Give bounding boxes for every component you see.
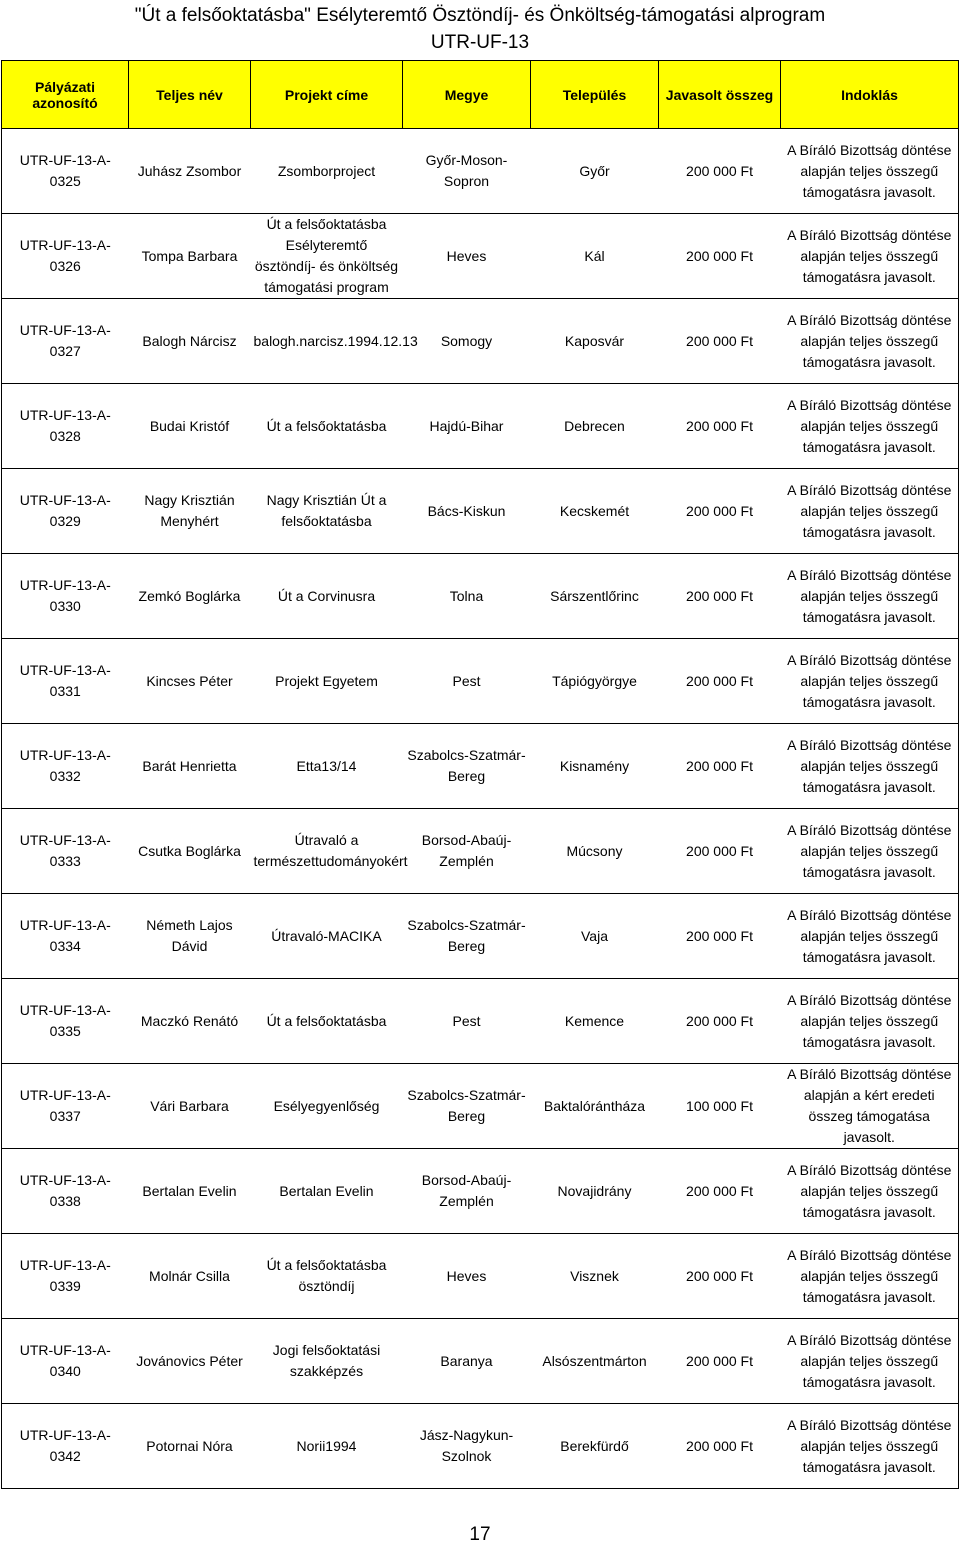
cell-amount-text: 200 000 Ft (686, 1352, 753, 1369)
cell-name-text: Molnár Csilla (149, 1267, 230, 1284)
cell-reason (781, 1319, 959, 1404)
cell-reason-text: A Bíráló Bizottság döntése alapján teljes összegű támogatásra javasolt. (787, 566, 952, 625)
cell-reason (781, 894, 959, 979)
cell-town-text: Berekfürdő (560, 1437, 629, 1454)
cell-id (2, 639, 129, 724)
cell-name (129, 894, 251, 979)
cell-county-text: Borsod-Abaúj-Zemplén (421, 1172, 512, 1209)
cell-amount (659, 299, 781, 384)
cell-county (403, 469, 531, 554)
cell-name (129, 1404, 251, 1489)
cell-project (251, 809, 408, 894)
cell-reason (781, 214, 959, 299)
cell-amount-text: 200 000 Ft (686, 757, 753, 774)
cell-reason-text: A Bíráló Bizottság döntése alapján teljes összegű támogatásra javasolt. (787, 906, 952, 965)
cell-project (251, 1234, 403, 1319)
cell-county (403, 299, 531, 384)
cell-project (251, 299, 418, 384)
cell-county (403, 979, 531, 1064)
cell-town (531, 1234, 659, 1319)
cell-id (2, 299, 129, 384)
cell-id-text: UTR-UF-13-A-0333 (19, 832, 111, 869)
cell-town (531, 979, 659, 1064)
cell-id (2, 129, 129, 214)
cell-id (2, 1319, 129, 1404)
cell-town-text: Debrecen (564, 417, 625, 434)
cell-project (251, 129, 403, 214)
cell-town (531, 809, 659, 894)
document-title (0, 2, 960, 56)
cell-town (531, 469, 659, 554)
cell-town (531, 384, 659, 469)
cell-town (531, 129, 659, 214)
cell-county (403, 724, 531, 809)
cell-id-text: UTR-UF-13-A-0339 (19, 1257, 111, 1294)
cell-id-text: UTR-UF-13-A-0340 (19, 1342, 111, 1379)
cell-project-text: Bertalan Evelin (279, 1182, 374, 1199)
cell-county (403, 1064, 531, 1149)
cell-amount (659, 1064, 781, 1149)
cell-reason (781, 724, 959, 809)
cell-name-text: Tompa Barbara (141, 247, 238, 264)
cell-amount (659, 724, 781, 809)
cell-name-text: Bertalan Evelin (142, 1182, 237, 1199)
cell-name-text: Németh Lajos Dávid (146, 917, 233, 954)
col-header-reason: Indoklás (781, 61, 959, 129)
col-header-town: Település (531, 61, 659, 129)
cell-amount (659, 1149, 781, 1234)
cell-amount (659, 384, 781, 469)
cell-amount (659, 809, 781, 894)
table-row (2, 1064, 959, 1149)
cell-reason (781, 384, 959, 469)
cell-id-text: UTR-UF-13-A-0325 (19, 152, 111, 189)
cell-county-text: Jász-Nagykun-Szolnok (419, 1427, 514, 1464)
cell-reason-text: A Bíráló Bizottság döntése alapján teljes összegű támogatásra javasolt. (787, 1331, 952, 1390)
cell-amount (659, 1319, 781, 1404)
cell-county (403, 809, 531, 894)
cell-id-text: UTR-UF-13-A-0337 (19, 1087, 111, 1124)
cell-town (531, 639, 659, 724)
cell-town (531, 554, 659, 639)
cell-id (2, 894, 129, 979)
cell-reason-text: A Bíráló Bizottság döntése alapján teljes összegű támogatásra javasolt. (787, 991, 952, 1050)
cell-project (251, 894, 403, 979)
cell-amount (659, 639, 781, 724)
cell-reason (781, 1404, 959, 1489)
cell-reason-text: A Bíráló Bizottság döntése alapján teljes összegű támogatásra javasolt. (787, 226, 952, 285)
table-row (2, 554, 959, 639)
table-row (2, 809, 959, 894)
cell-county-text: Szabolcs-Szatmár-Bereg (407, 917, 526, 954)
cell-town-text: Novajidrány (557, 1182, 632, 1199)
cell-name-text: Maczkó Renátó (140, 1012, 239, 1029)
cell-amount (659, 214, 781, 299)
cell-town-text: Visznek (570, 1267, 619, 1284)
table-row (2, 1404, 959, 1489)
cell-name (129, 1064, 251, 1149)
cell-id-text: UTR-UF-13-A-0326 (19, 237, 111, 274)
cell-name-text: Potornai Nóra (146, 1437, 233, 1454)
col-header-project: Projekt címe (251, 61, 403, 129)
cell-name-text: Kincses Péter (146, 672, 233, 689)
table-row (2, 979, 959, 1064)
cell-reason (781, 554, 959, 639)
cell-amount (659, 129, 781, 214)
cell-name (129, 724, 251, 809)
cell-town-text: Győr (579, 162, 610, 179)
cell-county (403, 1149, 531, 1234)
cell-project-text: Út a Corvinusra (277, 587, 376, 604)
cell-town-text: Múcsony (566, 842, 623, 859)
cell-county-text: Hajdú-Bihar (429, 417, 504, 434)
cell-reason (781, 469, 959, 554)
cell-reason-text: A Bíráló Bizottság döntése alapján teljes összegű támogatásra javasolt. (787, 396, 952, 455)
cell-project-text: Zsomborproject (277, 162, 376, 179)
cell-county-text: Heves (446, 247, 487, 264)
cell-project (251, 469, 403, 554)
page-number: 17 (469, 1524, 491, 1545)
cell-name (129, 1319, 251, 1404)
cell-project (251, 554, 403, 639)
cell-town-text: Kaposvár (564, 332, 625, 349)
cell-amount-text: 200 000 Ft (686, 247, 753, 264)
cell-project-text: Norii1994 (296, 1437, 357, 1454)
cell-town-text: Baktalórántháza (543, 1097, 646, 1114)
cell-reason (781, 979, 959, 1064)
cell-id-text: UTR-UF-13-A-0328 (19, 407, 111, 444)
cell-amount-text: 200 000 Ft (686, 1012, 753, 1029)
cell-name (129, 214, 251, 299)
cell-project-text: Nagy Krisztián Út a felsőoktatásba (266, 492, 387, 529)
cell-amount-text: 100 000 Ft (686, 1097, 753, 1114)
cell-county (403, 384, 531, 469)
cell-town-text: Sárszentlőrinc (550, 587, 639, 604)
cell-amount (659, 554, 781, 639)
cell-town (531, 894, 659, 979)
cell-town (531, 1319, 659, 1404)
col-header-id: Pályázati azonosító (2, 61, 129, 129)
cell-reason (781, 129, 959, 214)
cell-id (2, 809, 129, 894)
cell-county-text: Baranya (440, 1352, 493, 1369)
cell-name-text: Nagy Krisztián Menyhért (144, 492, 235, 529)
cell-county-text: Bács-Kiskun (427, 502, 506, 519)
cell-town (531, 724, 659, 809)
cell-name-text: Csutka Boglárka (138, 842, 241, 859)
cell-reason-text: A Bíráló Bizottság döntése alapján teljes összegű támogatásra javasolt. (787, 821, 952, 880)
table-row (2, 724, 959, 809)
cell-county (403, 1319, 531, 1404)
cell-amount-text: 200 000 Ft (686, 1267, 753, 1284)
cell-project (251, 639, 403, 724)
cell-name (129, 384, 251, 469)
cell-project (251, 724, 403, 809)
applicant-table (1, 60, 959, 1489)
cell-amount-text: 200 000 Ft (686, 162, 753, 179)
cell-reason-text: A Bíráló Bizottság döntése alapján teljes összegű támogatásra javasolt. (787, 651, 952, 710)
cell-project (251, 384, 403, 469)
cell-name-text: Jovánovics Péter (136, 1352, 243, 1369)
cell-amount-text: 200 000 Ft (686, 672, 753, 689)
cell-id (2, 384, 129, 469)
cell-reason-text: A Bíráló Bizottság döntése alapján teljes összegű támogatásra javasolt. (787, 481, 952, 540)
cell-id-text: UTR-UF-13-A-0338 (19, 1172, 111, 1209)
cell-reason-text: A Bíráló Bizottság döntése alapján teljes összegű támogatásra javasolt. (787, 736, 952, 795)
cell-town-text: Vaja (581, 927, 608, 944)
cell-name (129, 554, 251, 639)
cell-name (129, 979, 251, 1064)
cell-name-text: Balogh Nárcisz (142, 332, 237, 349)
col-header-amount: Javasolt összeg (659, 61, 781, 129)
cell-county-text: Pest (452, 1012, 481, 1029)
cell-project-text: Projekt Egyetem (275, 672, 378, 689)
table-row (2, 639, 959, 724)
cell-id-text: UTR-UF-13-A-0334 (19, 917, 111, 954)
cell-name (129, 809, 251, 894)
cell-county-text: Heves (446, 1267, 487, 1284)
cell-county (403, 214, 531, 299)
cell-county-text: Szabolcs-Szatmár-Bereg (407, 747, 526, 784)
cell-reason (781, 1064, 959, 1149)
col-header-name: Teljes név (129, 61, 251, 129)
table-row (2, 129, 959, 214)
cell-amount (659, 894, 781, 979)
cell-name (129, 299, 251, 384)
cell-town (531, 1149, 659, 1234)
cell-county (403, 639, 531, 724)
cell-project-text: Út a felsőoktatásba ösztöndíj (266, 1257, 387, 1294)
cell-id (2, 979, 129, 1064)
cell-county (403, 129, 531, 214)
table-row (2, 894, 959, 979)
cell-county (403, 554, 531, 639)
cell-id (2, 214, 129, 299)
table-row (2, 384, 959, 469)
table-row (2, 1319, 959, 1404)
cell-town-text: Alsószentmárton (542, 1352, 647, 1369)
cell-amount-text: 200 000 Ft (686, 842, 753, 859)
cell-town-text: Kisnamény (559, 757, 630, 774)
cell-id-text: UTR-UF-13-A-0331 (19, 662, 111, 699)
table-row (2, 1234, 959, 1319)
cell-project-text: Út a felsőoktatásba (266, 417, 387, 434)
cell-amount-text: 200 000 Ft (686, 587, 753, 604)
cell-town (531, 214, 659, 299)
cell-amount-text: 200 000 Ft (686, 332, 753, 349)
cell-project (251, 214, 403, 299)
cell-id (2, 1149, 129, 1234)
cell-county (403, 1234, 531, 1319)
cell-name-text: Zemkó Boglárka (138, 587, 241, 604)
cell-town-text: Kemence (564, 1012, 625, 1029)
table-row (2, 299, 959, 384)
cell-reason-text: A Bíráló Bizottság döntése alapján teljes összegű támogatásra javasolt. (787, 1416, 952, 1475)
cell-name (129, 129, 251, 214)
cell-id (2, 1404, 129, 1489)
cell-county-text: Szabolcs-Szatmár-Bereg (407, 1087, 526, 1124)
cell-project-text: Út a felsőoktatásba (266, 1012, 387, 1029)
cell-reason-text: A Bíráló Bizottság döntése alapján teljes összegű támogatásra javasolt. (787, 1161, 952, 1220)
cell-reason-text: A Bíráló Bizottság döntése alapján teljes összegű támogatásra javasolt. (787, 141, 952, 200)
cell-id (2, 724, 129, 809)
title-line-1: "Út a felsőoktatásba" Esélyteremtő Ösztöndíj- és Önköltség-támogatási alprogram (134, 5, 826, 26)
cell-id-text: UTR-UF-13-A-0342 (19, 1427, 111, 1464)
cell-county-text: Tolna (449, 587, 484, 604)
cell-project (251, 1319, 403, 1404)
cell-reason (781, 1234, 959, 1319)
cell-amount-text: 200 000 Ft (686, 417, 753, 434)
cell-county-text: Somogy (440, 332, 493, 349)
cell-id-text: UTR-UF-13-A-0335 (19, 1002, 111, 1039)
cell-town-text: Tápiógyörgye (552, 672, 637, 689)
cell-reason-text: A Bíráló Bizottság döntése alapján a kért eredeti összeg támogatása javasolt. (787, 1066, 952, 1145)
cell-project-text: Etta13/14 (296, 757, 357, 774)
cell-town (531, 1064, 659, 1149)
cell-id-text: UTR-UF-13-A-0330 (19, 577, 111, 614)
cell-project-text: balogh.narcisz.1994.12.13 (253, 332, 418, 349)
cell-reason-text: A Bíráló Bizottság döntése alapján teljes összegű támogatásra javasolt. (787, 311, 952, 370)
cell-id-text: UTR-UF-13-A-0332 (19, 747, 111, 784)
cell-reason (781, 1149, 959, 1234)
cell-project-text: Útravaló a természettudományokért (253, 832, 408, 869)
cell-reason (781, 809, 959, 894)
cell-name (129, 469, 251, 554)
cell-county-text: Borsod-Abaúj-Zemplén (421, 832, 512, 869)
cell-name (129, 1234, 251, 1319)
cell-town-text: Kecskemét (559, 502, 630, 519)
table-row (2, 469, 959, 554)
table-body (2, 129, 959, 1489)
cell-project (251, 1404, 403, 1489)
cell-reason (781, 639, 959, 724)
cell-county (403, 1404, 531, 1489)
cell-id (2, 1234, 129, 1319)
cell-name (129, 1149, 251, 1234)
cell-town-text: Kál (584, 247, 605, 264)
cell-amount (659, 1404, 781, 1489)
cell-amount-text: 200 000 Ft (686, 1182, 753, 1199)
cell-amount-text: 200 000 Ft (686, 927, 753, 944)
cell-county (403, 894, 531, 979)
cell-project-text: Esélyegyenlőség (273, 1097, 380, 1114)
cell-amount-text: 200 000 Ft (686, 502, 753, 519)
cell-name-text: Barát Henrietta (142, 757, 237, 774)
cell-project-text: Út a felsőoktatásba Esélyteremtő ösztöndíj- és önköltség támogatási program (254, 216, 399, 295)
cell-reason (781, 299, 959, 384)
cell-name (129, 639, 251, 724)
cell-id (2, 1064, 129, 1149)
cell-project (251, 1064, 403, 1149)
cell-amount-text: 200 000 Ft (686, 1437, 753, 1454)
cell-county-text: Pest (452, 672, 481, 689)
cell-name-text: Juhász Zsombor (137, 162, 242, 179)
cell-project-text: Jogi felsőoktatási szakképzés (272, 1342, 381, 1379)
cell-project (251, 979, 403, 1064)
col-header-county: Megye (403, 61, 531, 129)
cell-project-text: Útravaló-MACIKA (271, 927, 382, 944)
cell-id (2, 469, 129, 554)
cell-amount (659, 1234, 781, 1319)
cell-name-text: Vári Barbara (150, 1097, 229, 1114)
cell-name-text: Budai Kristóf (149, 417, 230, 434)
cell-county-text: Győr-Moson-Sopron (425, 152, 508, 189)
cell-town (531, 1404, 659, 1489)
cell-reason-text: A Bíráló Bizottság döntése alapján teljes összegű támogatásra javasolt. (787, 1246, 952, 1305)
cell-amount (659, 469, 781, 554)
table-header-row (2, 61, 959, 129)
cell-id-text: UTR-UF-13-A-0329 (19, 492, 111, 529)
cell-town (531, 299, 659, 384)
cell-project (251, 1149, 403, 1234)
table-row (2, 214, 959, 299)
cell-amount (659, 979, 781, 1064)
cell-id (2, 554, 129, 639)
cell-id-text: UTR-UF-13-A-0327 (19, 322, 111, 359)
table-row (2, 1149, 959, 1234)
title-line-2: UTR-UF-13 (430, 32, 530, 53)
